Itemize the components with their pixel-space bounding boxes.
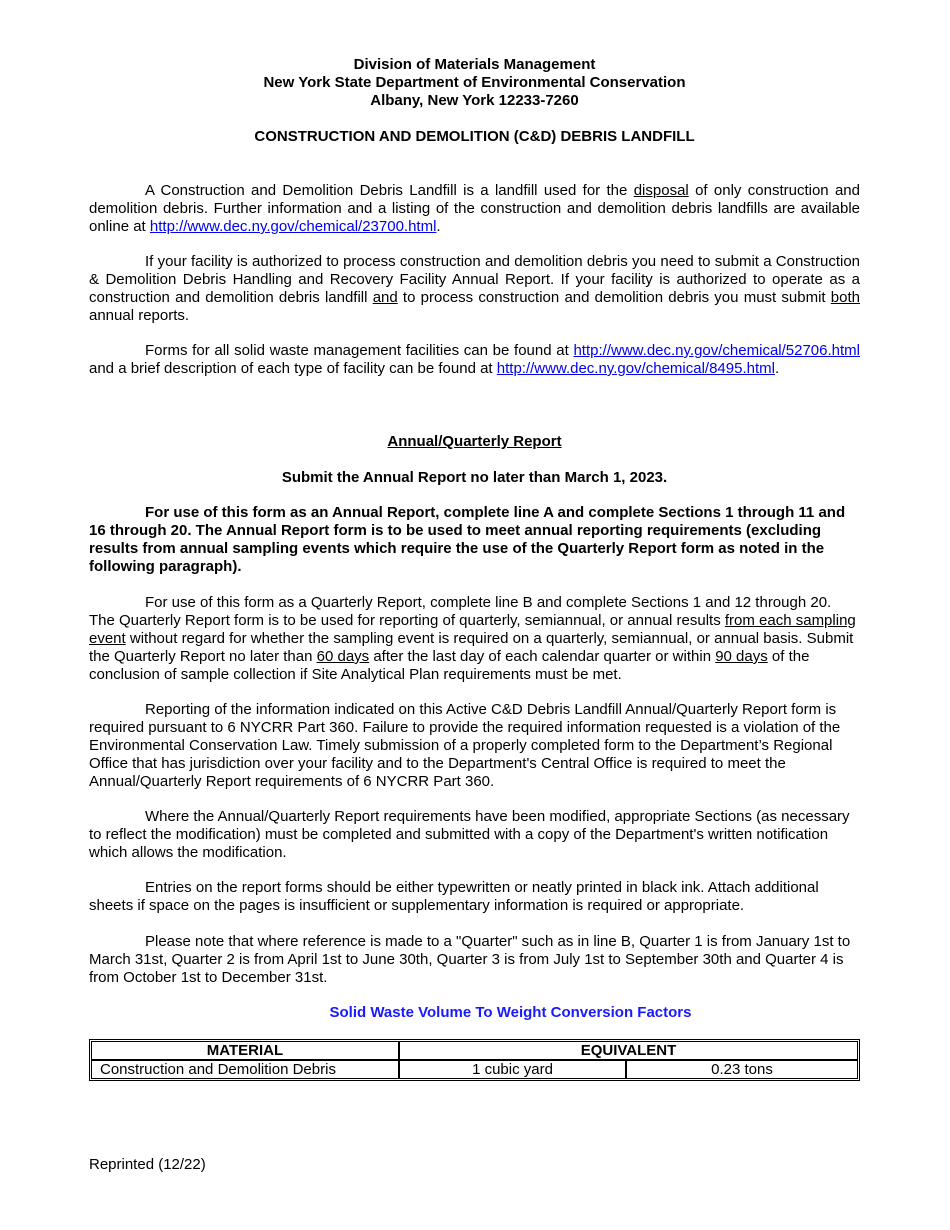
volume-cell: 1 cubic yard <box>399 1060 626 1079</box>
entries-paragraph: Entries on the report forms should be either typewritten or neatly printed in black ink. Attach additional sheets if space on the pages is insufficient or supplementary information is required or appropriate. <box>89 879 819 914</box>
deadline-notice: Submit the Annual Report no later than March 1, 2023. <box>281 469 668 486</box>
report-heading: Annual/Quarterly Report <box>387 433 562 450</box>
table-row <box>91 1060 858 1079</box>
landfill-list-link[interactable]: http://www.dec.ny.gov/chemical/23700.html <box>149 218 437 235</box>
equivalent-header: EQUIVALENT <box>399 1041 858 1060</box>
conversion-table <box>89 1039 860 1081</box>
conversion-factors-title: Solid Waste Volume To Weight Conversion Factors <box>329 1004 692 1021</box>
modification-paragraph: Where the Annual/Quarterly Report requirements have been modified, appropriate Sections (as necessary to reflect the modification) must be completed and submitted with a copy of the Department's written notification which allows the modification. <box>89 808 850 861</box>
weight-cell: 0.23 tons <box>626 1060 858 1079</box>
intro-paragraph-3: Forms for all solid waste management facilities can be found at http://www.dec.ny.gov/chemical/52706.html and a brief description of each type of facility can be found at http://www.dec.ny.gov/chemical/8495.html. <box>89 342 860 377</box>
forms-link[interactable]: http://www.dec.ny.gov/chemical/52706.html <box>573 342 860 359</box>
intro-paragraph-2: If your facility is authorized to process construction and demolition debris you need to submit a Construction & Demolition Debris Handling and Recovery Facility Annual Report. If your facility is authorized to operate as a construction and demolition debris landfill and to process construction and demolition debris you must submit both annual reports. <box>89 253 860 324</box>
reporting-requirement-paragraph: Reporting of the information indicated on this Active C&D Debris Landfill Annual/Quarterly Report form is required pursuant to 6 NYCRR Part 360. Failure to provide the required information requested is a violation of the Environmental Conservation Law. Timely submission of a properly completed form to the Department’s Regional Office that has jurisdiction over your facility and to the Department's Central Office is required to meet the Annual/Quarterly Report requirements of 6 NYCRR Part 360. <box>89 701 841 790</box>
reprint-note: Reprinted (12/22) <box>89 1156 206 1173</box>
material-header: MATERIAL <box>91 1041 399 1060</box>
quarter-definition-paragraph: Please note that where reference is made to a "Quarter" such as in line B, Quarter 1 is from January 1st to March 31st, Quarter 2 is from April 1st to June 30th, Quarter 3 is from July 1st to September 30th and Quarter 4 is from October 1st to December 31st. <box>89 933 851 986</box>
document-title: CONSTRUCTION AND DEMOLITION (C&D) DEBRIS LANDFILL <box>254 128 695 145</box>
table-header-row <box>91 1041 858 1060</box>
address: Albany, New York 12233-7260 <box>370 92 579 109</box>
material-cell: Construction and Demolition Debris <box>91 1060 399 1079</box>
division-name: Division of Materials Management <box>353 56 596 73</box>
facility-description-link[interactable]: http://www.dec.ny.gov/chemical/8495.html <box>496 360 775 377</box>
annual-use-paragraph: For use of this form as an Annual Report, complete line A and complete Sections 1 through 11 and 16 through 20. The Annual Report form is to be used to meet annual reporting requirements (excluding results from annual sampling events which require the use of the Quarterly Report form as noted in the following paragraph). <box>89 504 846 575</box>
department-name: New York State Department of Environmental Conservation <box>263 74 686 91</box>
quarterly-use-paragraph: For use of this form as a Quarterly Report, complete line B and complete Sections 1 and 12 through 20. The Quarterly Report form is to be used for reporting of quarterly, semiannual, or annual results from each sampling event without regard for whether the sampling event is required on a quarterly, semiannual, or annual basis. Submit the Quarterly Report no later than 60 days after the last day of each calendar quarter or within 90 days of the conclusion of sample collection if Site Analytical Plan requirements must be met. <box>89 594 856 683</box>
intro-paragraph-1: A Construction and Demolition Debris Landfill is a landfill used for the disposal of only construction and demolition debris. Further information and a listing of the construction and demolition debris landfills are available online at http://www.dec.ny.gov/chemical/23700.html. <box>89 182 860 235</box>
